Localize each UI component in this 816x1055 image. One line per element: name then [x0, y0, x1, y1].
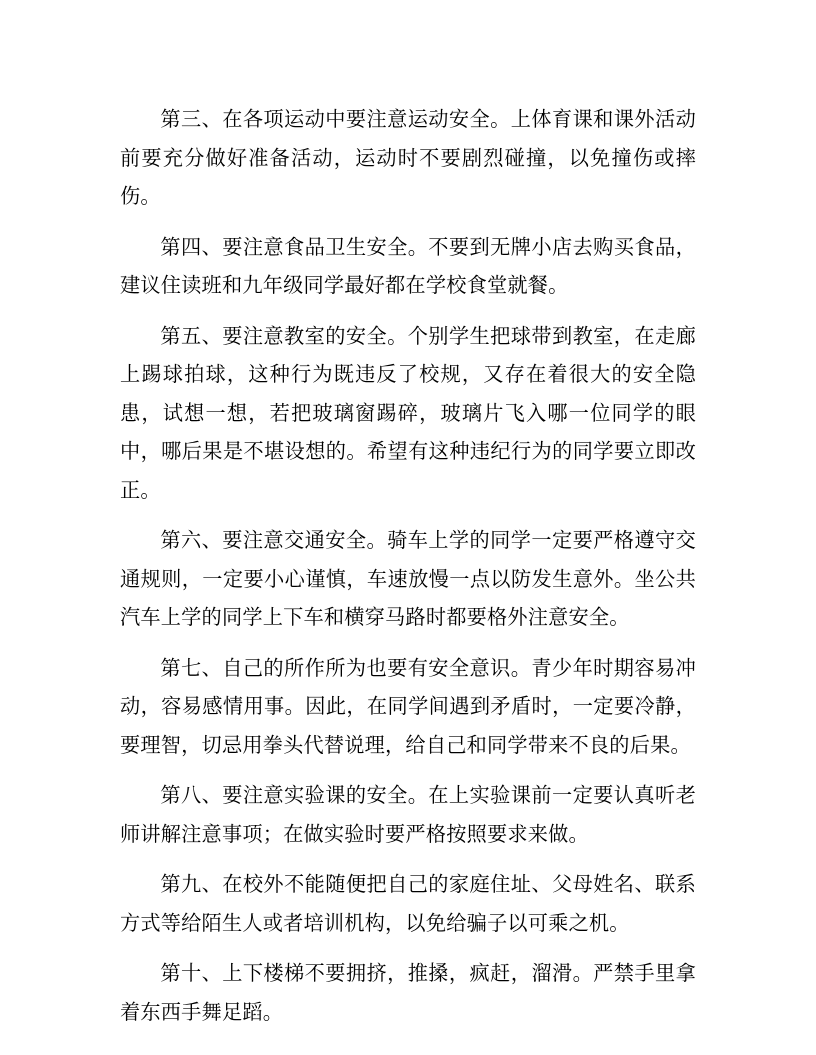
paragraph-6: 第六、要注意交通安全。骑车上学的同学一定要严格遵守交通规则，一定要小心谨慎，车速放慢一点以防发生意外。坐公共汽车上学的同学上下车和横穿马路时都要格外注意安全。: [120, 528, 696, 629]
document-body: [120, 100, 696, 1043]
paragraph-3: 第三、在各项运动中要注意运动安全。上体育课和课外活动前要充分做好准备活动，运动时不要剧烈碰撞，以免撞伤或摔伤。: [120, 107, 696, 208]
paragraph-10: 第十、上下楼梯不要拥挤，推搡，疯赶，溜滑。严禁手里拿着东西手舞足蹈。: [120, 961, 696, 1024]
paragraph-8: 第八、要注意实验课的安全。在上实验课前一定要认真听老师讲解注意事项；在做实验时要严格按照要求来做。: [120, 783, 696, 846]
paragraph-9: 第九、在校外不能随便把自己的家庭住址、父母姓名、联系方式等给陌生人或者培训机构，以免给骗子以可乘之机。: [120, 872, 696, 935]
paragraph-4: 第四、要注意食品卫生安全。不要到无牌小店去购买食品，建议住读班和九年级同学最好都在学校食堂就餐。: [120, 234, 696, 297]
paragraph-5: 第五、要注意教室的安全。个别学生把球带到教室，在走廊上踢球拍球，这种行为既违反了校规，又存在着很大的安全隐患，试想一想，若把玻璃窗踢碎，玻璃片飞入哪一位同学的眼中，哪后果是不堪设想的。希望有这种违纪行为的同学要立即改正。: [120, 323, 696, 502]
paragraph-7: 第七、自己的所作所为也要有安全意识。青少年时期容易冲动，容易感情用事。因此，在同学间遇到矛盾时，一定要冷静，要理智，切忌用拳头代替说理，给自己和同学带来不良的后果。: [120, 655, 696, 757]
